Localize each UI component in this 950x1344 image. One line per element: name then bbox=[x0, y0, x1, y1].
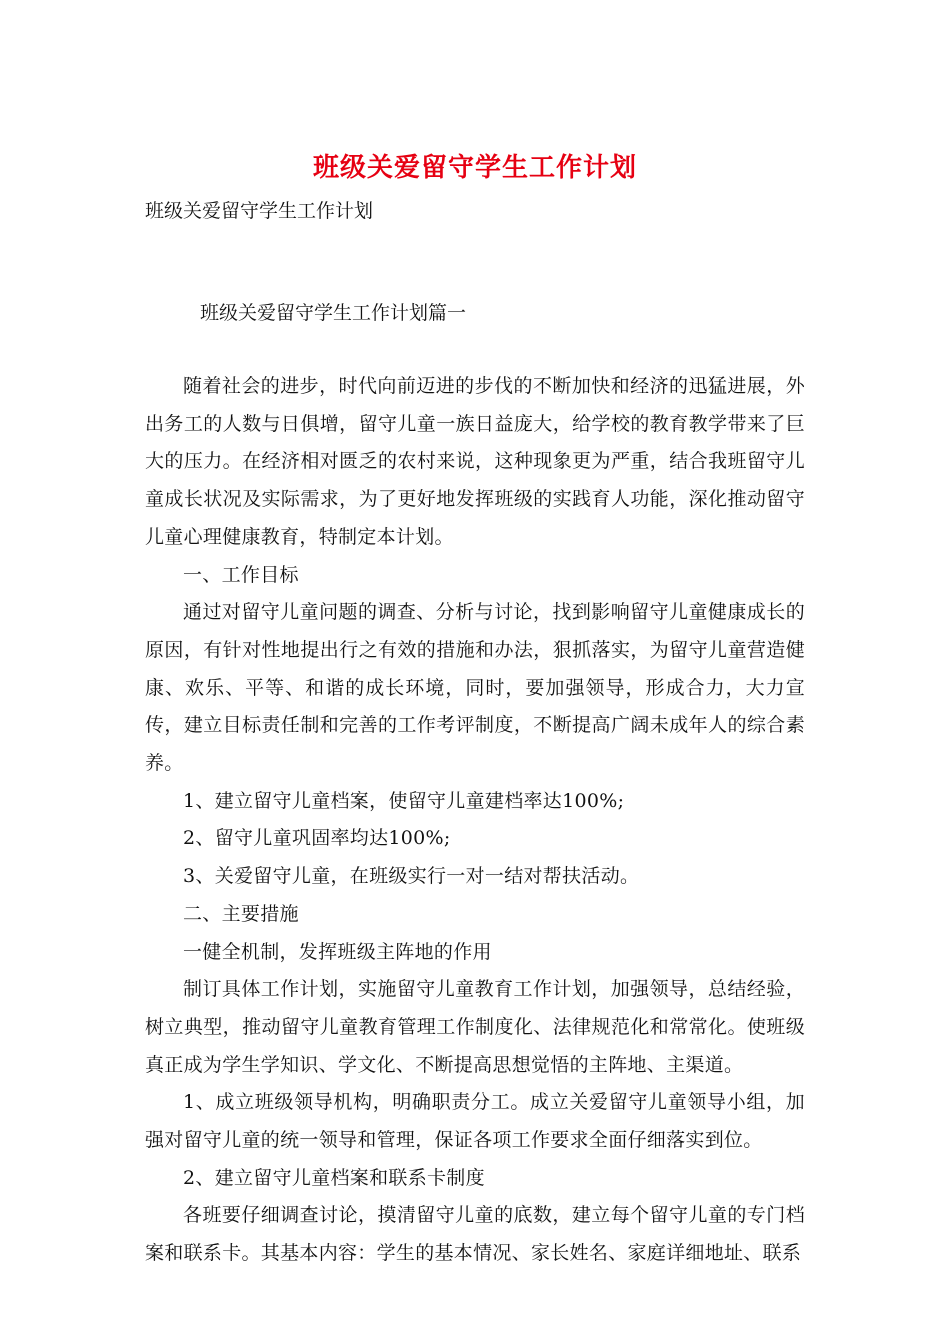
paragraph-leadership: 1、成立班级领导机构，明确职责分工。成立关爱留守儿童领导小组，加强对留守儿童的统一领导和管理，保证各项工作要求全面仔细落实到位。 bbox=[145, 1091, 805, 1152]
document-body bbox=[145, 368, 805, 1273]
paragraph-goals: 通过对留守儿童问题的调查、分析与讨论，找到影响留守儿童健康成长的原因，有针对性地提出行之有效的措施和办法，狠抓落实，为留守儿童营造健康、欢乐、平等、和谐的成长环境，同时，要加强领导，形成合力，大力宣传，建立目标责任制和完善的工作考评制度，不断提高广阔未成年人的综合素养。 bbox=[145, 601, 805, 775]
document-title: 班级关爱留守学生工作计划 bbox=[312, 153, 637, 183]
paragraph-archives: 各班要仔细调查讨论，摸清留守儿童的底数，建立每个留守儿童的专门档案和联系卡。其基本内容：学生的基本情况、家长姓名、家庭详细地址、联系 bbox=[145, 1204, 805, 1265]
list-item-goal-2: 2、留守儿童巩固率均达100%; bbox=[183, 827, 451, 850]
list-item-goal-1: 1、建立留守儿童档案，使留守儿童建档率达100%; bbox=[183, 789, 625, 812]
subheading-mechanism: 一健全机制，发挥班级主阵地的作用 bbox=[183, 940, 492, 963]
document-subtitle: 班级关爱留守学生工作计划 bbox=[145, 200, 374, 222]
heading-main-measures: 二、主要措施 bbox=[183, 902, 299, 925]
paragraph-plan: 制订具体工作计划，实施留守儿童教育工作计划，加强领导，总结经验，树立典型，推动留守儿童教育管理工作制度化、法律规范化和常常化。使班级真正成为学生学知识、学文化、不断提高思想觉悟的主阵地、主渠道。 bbox=[145, 978, 805, 1076]
heading-work-goals: 一、工作目标 bbox=[183, 563, 299, 586]
section-heading: 班级关爱留守学生工作计划篇一 bbox=[200, 302, 467, 324]
paragraph-intro: 随着社会的进步，时代向前迈进的步伐的不断加快和经济的迅猛进展，外出务工的人数与日俱增，留守儿童一族日益庞大，给学校的教育教学带来了巨大的压力。在经济相对匮乏的农村来说，这种现象更为严重，结合我班留守儿童成长状况及实际需求，为了更好地发挥班级的实践育人功能，深化推动留守儿童心理健康教育，特制定本计划。 bbox=[145, 375, 805, 548]
list-item-goal-3: 3、关爱留守儿童，在班级实行一对一结对帮扶活动。 bbox=[183, 865, 640, 888]
subheading-archives: 2、建立留守儿童档案和联系卡制度 bbox=[183, 1166, 485, 1189]
